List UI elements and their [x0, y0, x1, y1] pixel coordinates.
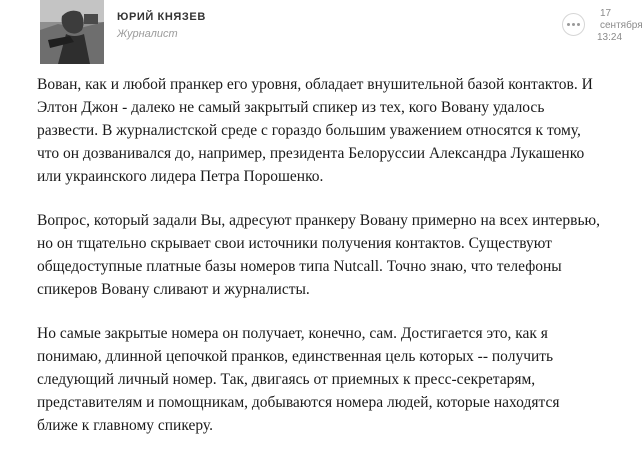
article-line: Но самые закрытые номера он получает, конечно, сам. Достигается это, как я — [37, 325, 548, 342]
article-line: Вован, как и любой пранкер его уровня, обладает внушительной базой контактов. И — [37, 76, 593, 93]
article-paragraph — [37, 209, 637, 301]
article-paragraph — [37, 322, 637, 437]
more-dots-icon — [563, 14, 584, 35]
post-date — [597, 8, 643, 44]
article-line: спикеров Вовану сливают и журналисты. — [37, 281, 310, 298]
article-line: следующий личный номер. Так, двигаясь от приемных к пресс-секретарям, — [37, 371, 536, 388]
article-line: или украинского лидера Петра Порошенко. — [37, 168, 324, 185]
article-line: что он дозванивался до, например, президента Белоруссии Александра Лукашенко — [37, 145, 585, 162]
article-line: Элтон Джон - далеко не самый закрытый спикер из тех, кого Вовану удалось — [37, 99, 545, 116]
article-paragraph — [37, 73, 637, 188]
post-date-time: 13:24 — [597, 32, 623, 43]
article-line: развести. В журналистской среде с гораздо большим уважением относятся к тому, — [37, 122, 581, 139]
post-date-day: 17 — [600, 8, 612, 19]
article-line: Вопрос, который задали Вы, адресуют пранкеру Вовану примерно на всех интервью, — [37, 212, 600, 229]
author-header — [0, 0, 643, 72]
article-line: понимаю, длинной цепочкой пранков, единственная цель которых -- получить — [37, 348, 554, 365]
author-name[interactable]: ЮРИЙ КНЯЗЕВ — [117, 11, 206, 23]
article-line: ближе к главному спикеру. — [37, 417, 213, 434]
author-photo-icon — [40, 0, 104, 64]
post-date-month: сентября — [600, 20, 643, 31]
article-line: но он тщательно скрывает свои источники получения контактов. Существуют — [37, 235, 552, 252]
article-line: общедоступные платные базы номеров типа Nutcall. Точно знаю, что телефоны — [37, 258, 562, 275]
author-role: Журналист — [117, 28, 178, 40]
more-options-button[interactable] — [562, 13, 585, 36]
article-body — [37, 73, 637, 458]
author-avatar[interactable] — [40, 0, 104, 64]
article-line: представителям и помощникам, добываются номера людей, которые находятся — [37, 394, 560, 411]
